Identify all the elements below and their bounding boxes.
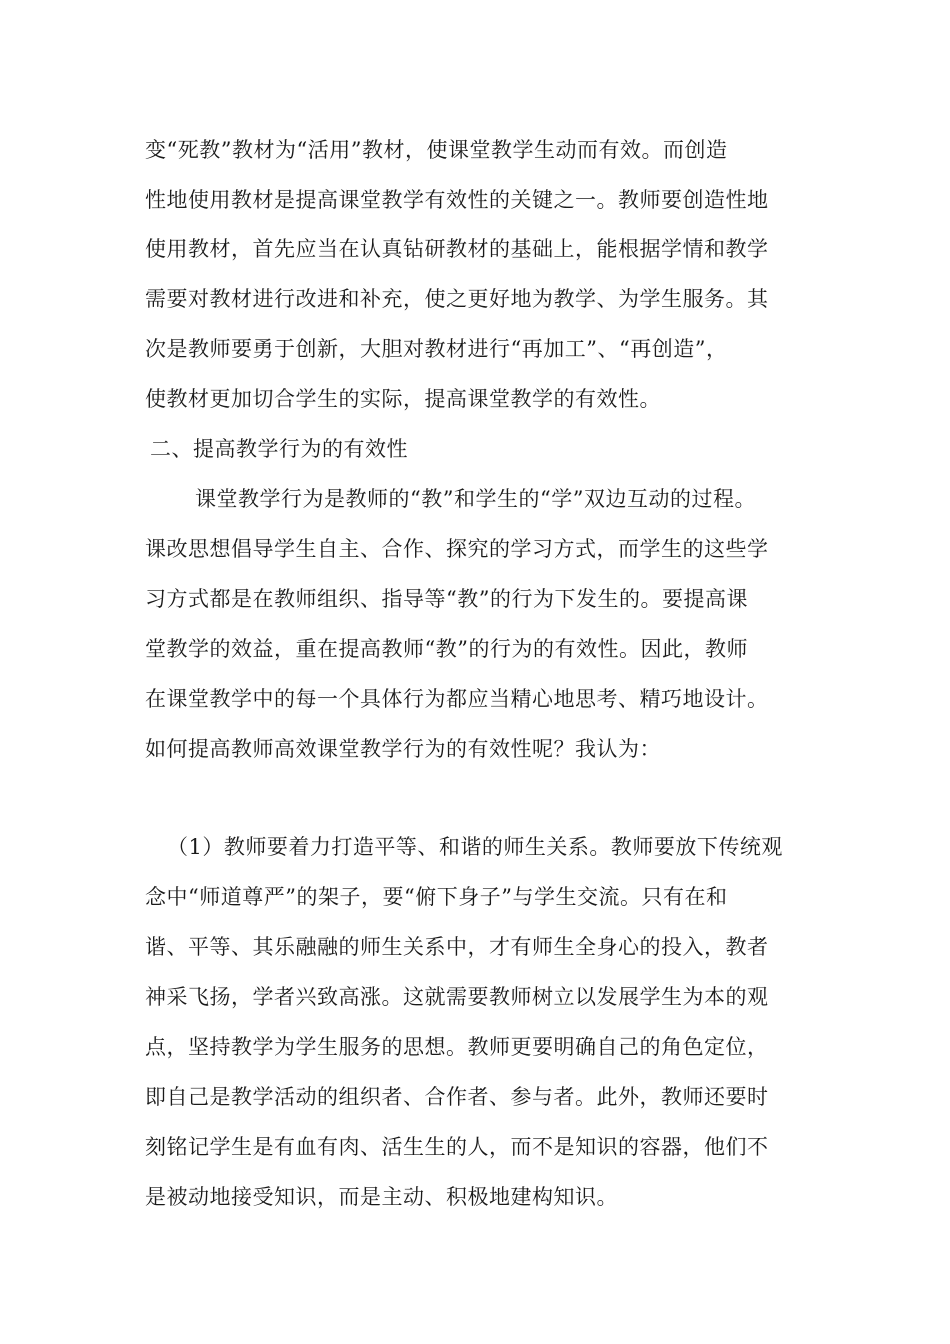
paragraph-line: 堂教学的效益，重在提高教师“教”的行为的有效性。因此，教师 — [145, 637, 748, 661]
paragraph-line: 习方式都是在教师组织、指导等“教”的行为下发生的。要提高课 — [145, 587, 748, 611]
section-heading: 二、提高教学行为的有效性 — [150, 437, 408, 461]
list-item-line: （1）教师要着力打造平等、和谐的师生关系。教师要放下传统观 — [167, 835, 783, 859]
paragraph-line: 使教材更加切合学生的实际，提高课堂教学的有效性。 — [145, 387, 661, 411]
paragraph-line: 即自己是教学活动的组织者、合作者、参与者。此外，教师还要时 — [145, 1085, 769, 1109]
paragraph-line: 是被动地接受知识，而是主动、积极地建构知识。 — [145, 1185, 618, 1209]
paragraph-line: 谐、平等、其乐融融的师生关系中，才有师生全身心的投入，教者 — [145, 935, 769, 959]
paragraph-line: 次是教师要勇于创新，大胆对教材进行“再加工”、“再创造”， — [145, 337, 728, 361]
paragraph-line: 课堂教学行为是教师的“教”和学生的“学”双边互动的过程。 — [195, 487, 756, 511]
paragraph-line: 刻铭记学生是有血有肉、活生生的人，而不是知识的容器，他们不 — [145, 1135, 769, 1159]
paragraph-line: 点，坚持教学为学生服务的思想。教师更要明确自己的角色定位， — [145, 1035, 769, 1059]
paragraph-line: 性地使用教材是提高课堂教学有效性的关键之一。教师要创造性地 — [145, 188, 769, 212]
paragraph-line: 需要对教材进行改进和补充，使之更好地为教学、为学生服务。其 — [145, 287, 769, 311]
paragraph-line: 如何提高教师高效课堂教学行为的有效性呢？我认为： — [145, 737, 661, 761]
paragraph-line: 念中“师道尊严”的架子，要“俯下身子”与学生交流。只有在和 — [145, 885, 728, 909]
paragraph-line: 使用教材，首先应当在认真钻研教材的基础上，能根据学情和教学 — [145, 237, 769, 261]
paragraph-line: 课改思想倡导学生自主、合作、探究的学习方式，而学生的这些学 — [145, 537, 769, 561]
paragraph-line: 神采飞扬，学者兴致高涨。这就需要教师树立以发展学生为本的观 — [145, 985, 769, 1009]
paragraph-line: 变“死教”教材为“活用”教材，使课堂教学生动而有效。而创造 — [145, 138, 728, 162]
paragraph-line: 在课堂教学中的每一个具体行为都应当精心地思考、精巧地设计。 — [145, 687, 769, 711]
